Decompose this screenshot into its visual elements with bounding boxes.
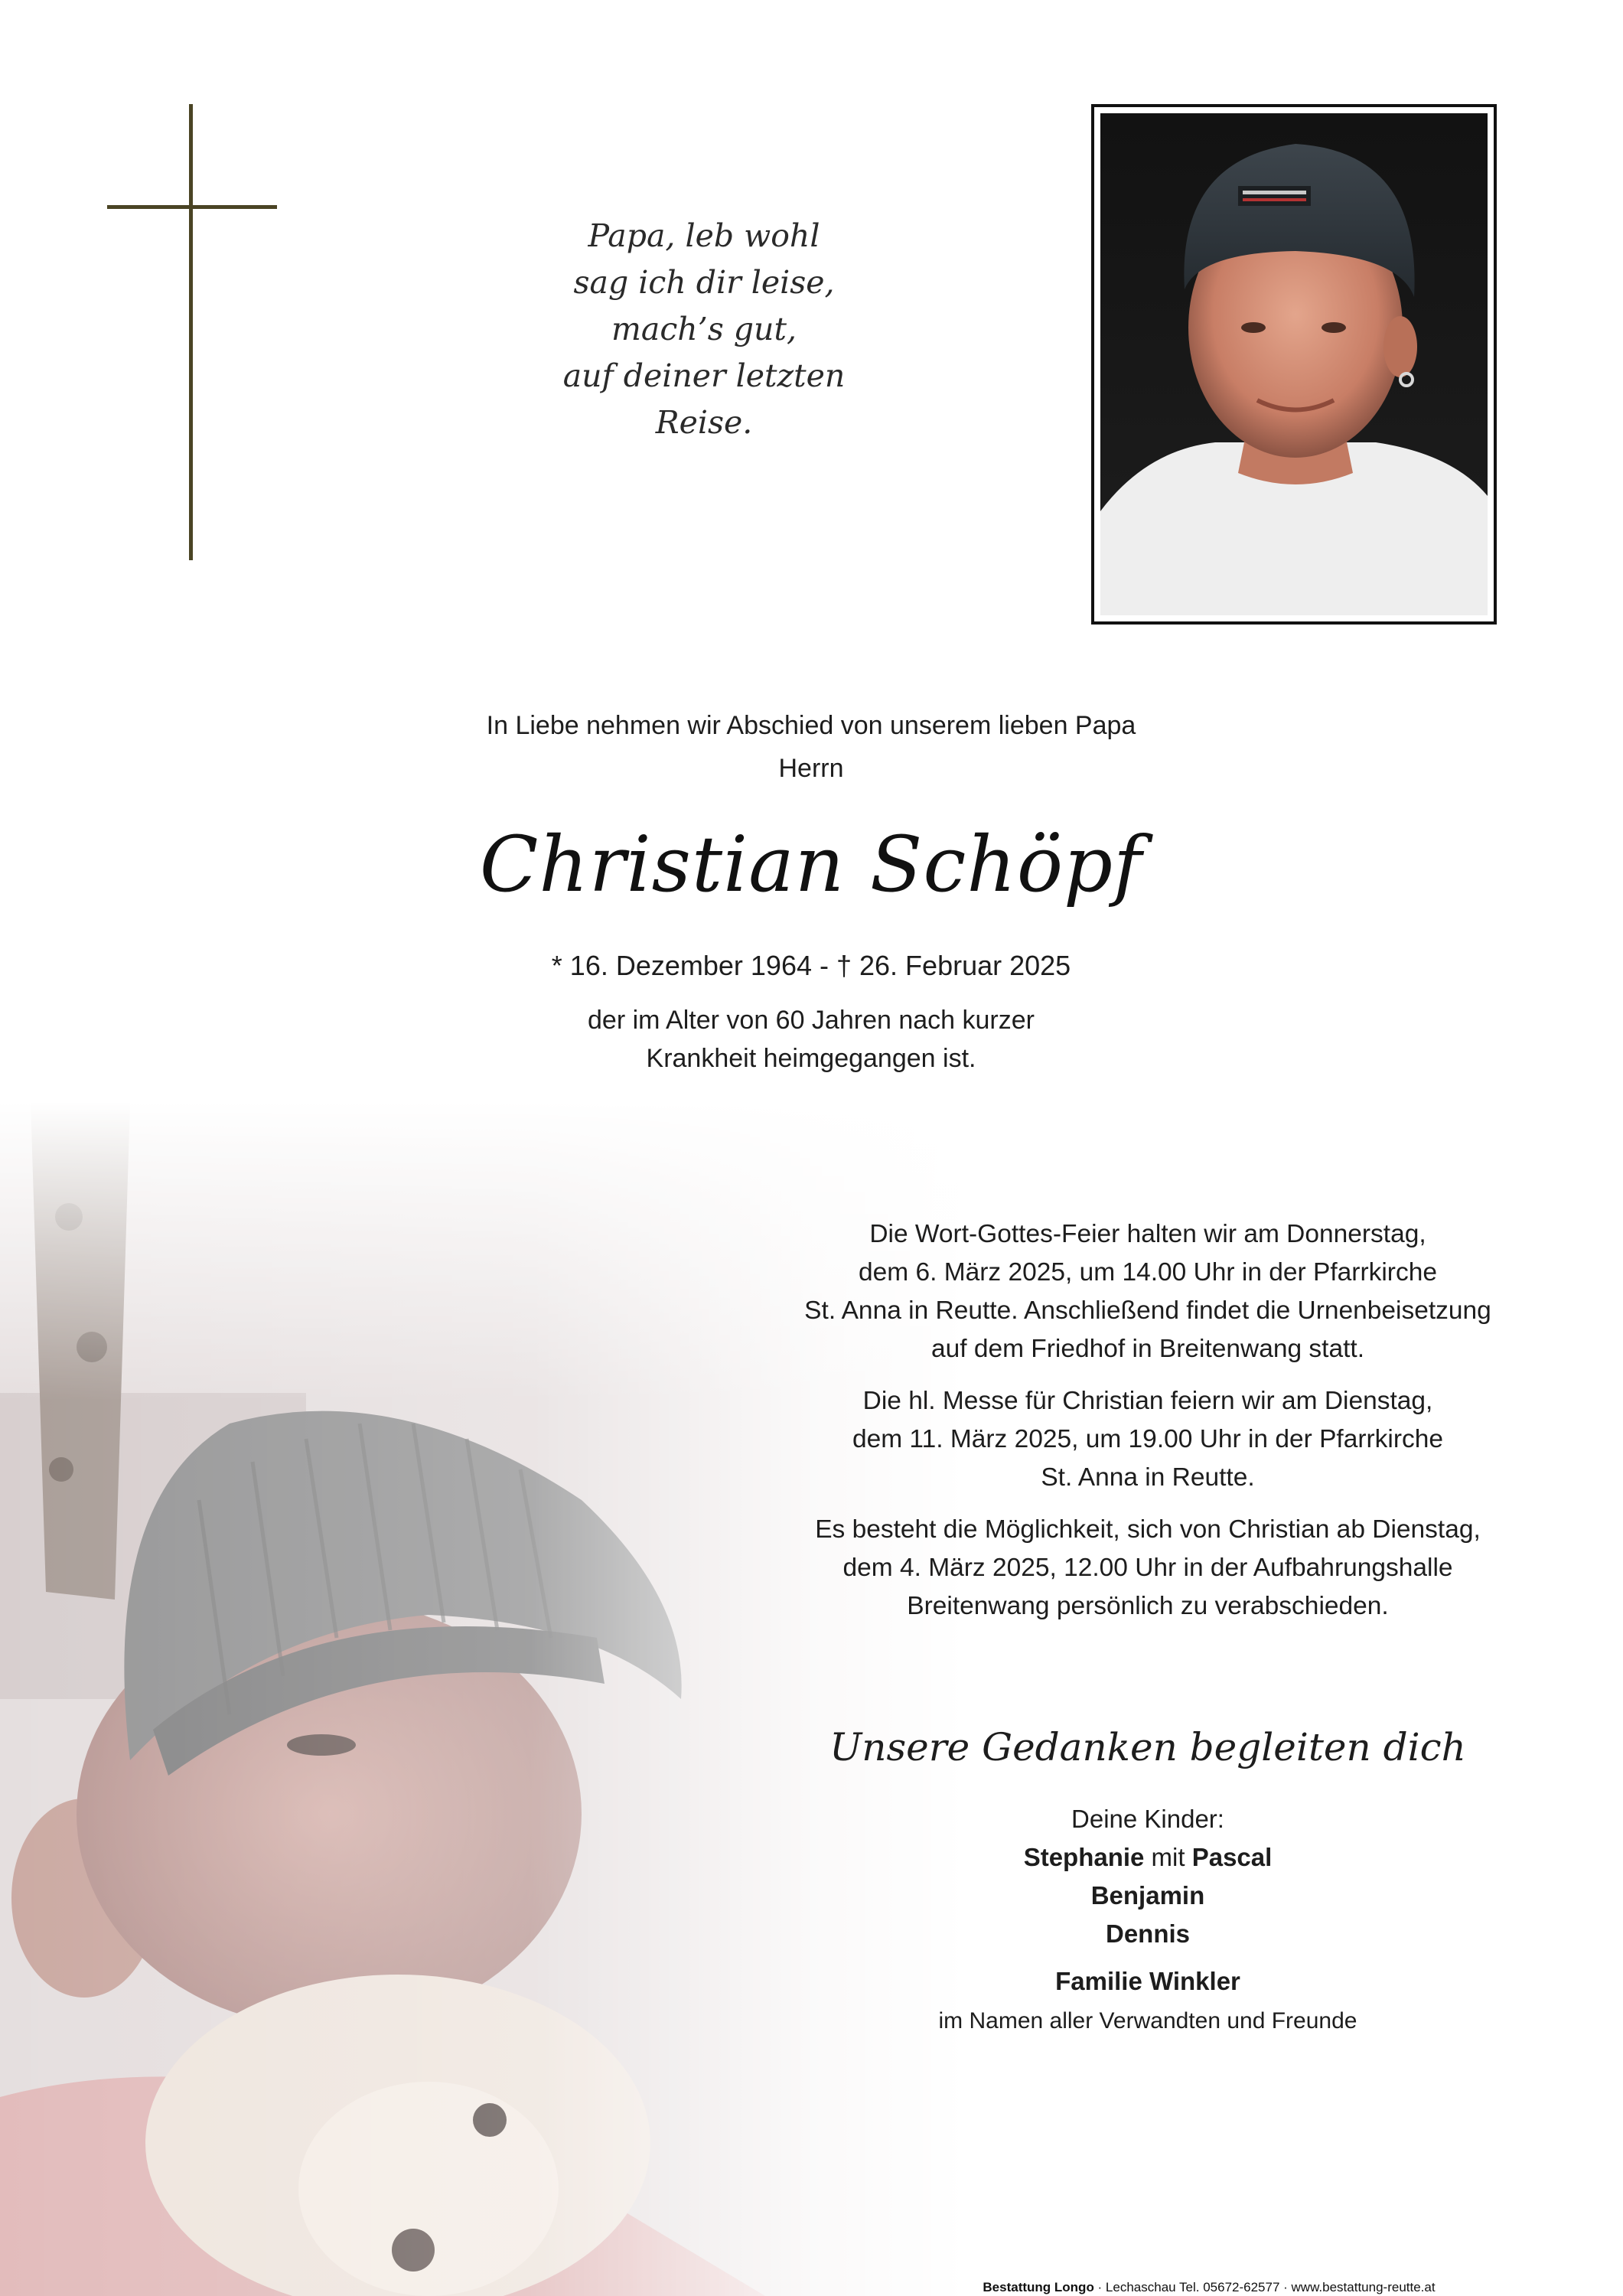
age-line: Krankheit heimgegangen ist. [646, 1044, 976, 1073]
cross-vertical-bar [189, 104, 193, 560]
cross-icon [107, 104, 277, 560]
mourner-family: Familie Winkler [1055, 1967, 1240, 1995]
portrait-illustration [1100, 113, 1488, 615]
verse-line: sag ich dir leise, [573, 264, 835, 301]
mourners-closing: im Namen aller Verwandten und Freunde [938, 2008, 1357, 2033]
verse-line: mach’s gut, [611, 311, 797, 347]
verse-line: auf deiner letzten [562, 357, 846, 394]
cross-horizontal-bar [107, 205, 277, 209]
age-text [306, 1001, 1316, 1078]
mourner-name: Pascal [1191, 1843, 1273, 1871]
service-paragraph [735, 1215, 1561, 1368]
mourners-list [765, 1800, 1530, 2040]
deceased-name: Christian Schöpf [479, 820, 1143, 909]
service-line: Die Wort-Gottes-Feier halten wir am Donnerstag, [869, 1220, 1426, 1248]
service-paragraph [735, 1511, 1561, 1626]
verse-line: Reise. [655, 404, 753, 441]
life-dates: * 16. Dezember 1964 - † 26. Februar 2025 [551, 950, 1071, 981]
service-line: St. Anna in Reutte. [1041, 1463, 1255, 1492]
service-line: St. Anna in Reutte. Anschließend findet die Urnenbeisetzung [804, 1296, 1491, 1325]
kids-label: Deine Kinder: [1071, 1805, 1224, 1833]
funeral-home-details: · Lechaschau Tel. 05672-62577 · www.bestattung-reutte.at [1093, 2280, 1436, 2294]
age-line: der im Alter von 60 Jahren nach kurzer [588, 1006, 1035, 1035]
service-paragraph [735, 1382, 1561, 1497]
intro-text [306, 704, 1316, 790]
service-line: dem 4. März 2025, 12.00 Uhr in der Aufbahrungshalle [842, 1554, 1453, 1582]
service-line: auf dem Friedhof in Breitenwang statt. [930, 1335, 1365, 1363]
service-details [735, 1215, 1561, 1639]
mourners-heading: Unsere Gedanken begleiten dich [829, 1725, 1466, 1769]
mourner-line [765, 1838, 1530, 1877]
service-line: Es besteht die Möglichkeit, sich von Christian ab Dienstag, [815, 1515, 1481, 1544]
mourner-connector: mit [1144, 1843, 1192, 1871]
footer [857, 2279, 1561, 2296]
service-line: dem 6. März 2025, um 14.00 Uhr in der Pfarrkirche [859, 1258, 1437, 1287]
portrait-photo [1100, 113, 1488, 615]
service-line: dem 11. März 2025, um 19.00 Uhr in der Pfarrkirche [852, 1425, 1444, 1453]
intro-title: Herrn [778, 754, 844, 783]
funeral-home-name: Bestattung Longo [983, 2280, 1094, 2294]
intro-line: In Liebe nehmen wir Abschied von unserem lieben Papa [486, 711, 1136, 740]
mourner-name: Benjamin [1090, 1881, 1205, 1910]
service-line: Breitenwang persönlich zu verabschieden. [907, 1592, 1389, 1620]
memorial-verse [490, 213, 918, 446]
service-line: Die hl. Messe für Christian feiern wir am Dienstag, [862, 1387, 1433, 1415]
mourner-name: Stephanie [1023, 1843, 1145, 1871]
portrait-frame [1091, 104, 1497, 625]
verse-line: Papa, leb wohl [588, 217, 820, 254]
mourner-name: Dennis [1105, 1919, 1191, 1948]
